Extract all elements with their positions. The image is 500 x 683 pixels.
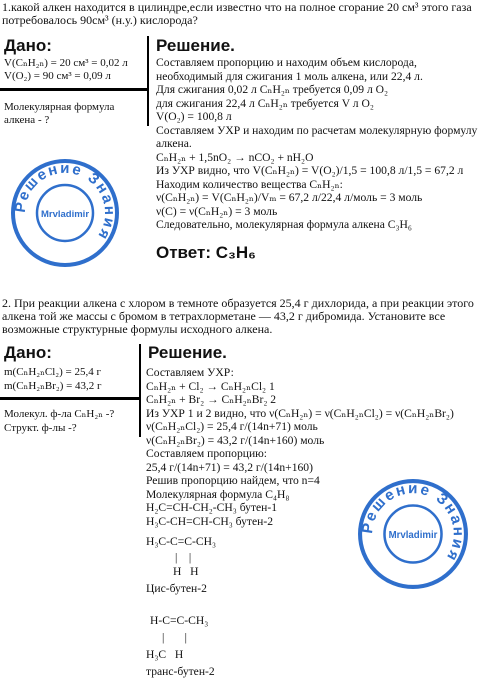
task2-solution-line: Составляем пропорцию: <box>146 447 268 460</box>
trans-structure-bonds: | | <box>162 631 187 644</box>
task2-solution-line: Из УХР 1 и 2 видно, что ν(CₙH₂ₙ) = ν(CₙH₂ₙCl₂) = ν(CₙH₂ₙBr₂) <box>146 406 454 420</box>
task1-solution-line: Для сжигания 0,02 л CₙH₂ₙ требуется 0,09 л O₂ <box>156 83 389 96</box>
stamp-ring-text: Решение Знания <box>11 159 119 244</box>
task1-solution-line: для сжигания 22,4 л CₙH₂ₙ требуется V л O₂ <box>156 96 374 110</box>
task2-solution-line: H₂C=CH-CH₂-CH₃ бутен-1 <box>146 501 278 514</box>
task2-find-line-2: Структ. ф-лы -? <box>4 422 77 434</box>
task2-solution-line: Решив пропорцию найдем, что n=4 <box>146 474 320 487</box>
stamp-center-text: Mrvladimir <box>40 209 90 220</box>
task2-solution-line: 25,4 г/(14n+71) = 43,2 г/(14n+160) <box>146 460 313 474</box>
cis-structure-name: Цис-бутен-2 <box>146 582 207 595</box>
task1-solution-line: Следовательно, молекулярная формула алкена C₃H₆ <box>156 218 412 231</box>
stamp-2 <box>357 478 469 590</box>
cis-structure-top: H₃C-C=C-CH₃ <box>146 535 217 548</box>
task2-solution-title: Решение. <box>148 343 227 362</box>
task2-given-line-2: m(CₙH₂ₙBr₂) = 43,2 г <box>4 380 102 392</box>
trans-structure-hydrogens: H₃C H <box>146 648 184 661</box>
trans-structure-top: H-C=C-CH₃ <box>150 614 209 627</box>
task2-solution-line: Молекулярная формула C₄H₈ <box>146 487 290 501</box>
task2-find-line-1: Молекул. ф-ла CₙH₂ₙ -? <box>4 408 115 420</box>
given-vertical-rule-2 <box>139 344 141 437</box>
task1-answer: Ответ: C₃H₆ <box>156 243 256 262</box>
cis-structure-bonds: | | <box>175 551 192 564</box>
task2-question: 2. При реакции алкена с хлором в темноте образуется 25,4 г дихлорида, а при реакции этого алкена той же массы с бромом в тетрахлорметане — 43,2 г дибромида. Установите все возможные структурные формулы исходного алкена. <box>2 296 474 336</box>
stamp-1 <box>10 158 120 268</box>
task1-solution-line: Составляем пропорцию и находим объем кислорода, <box>156 56 417 69</box>
task1-given-line-1: V(CₙH₂ₙ) = 20 см³ = 0,02 л <box>4 57 128 69</box>
task2-solution-line: H₃C-CH=CH-CH₃ бутен-2 <box>146 514 273 528</box>
stamp-ring-text: Решение Знания <box>358 480 467 566</box>
task1-solution-line: Находим количество вещества CₙH₂ₙ: <box>156 177 343 191</box>
task1-solution-title: Решение. <box>156 36 235 55</box>
task1-solution-line: алкена. <box>156 137 192 150</box>
stamp-center-text: Mrvladimir <box>388 530 438 542</box>
task1-solution-line: Из УХР видно, что V(CₙH₂ₙ) = V(O₂)/1,5 = 100,8 л/1,5 = 67,2 л <box>156 164 464 177</box>
task1-question: 1.какой алкен находится в цилиндре,если известно что на полное сгорание 20 см³ этого газа потребовалось 90см³ (н.у.) кислорода? <box>2 0 472 27</box>
cis-structure-hydrogens: H H <box>173 565 199 578</box>
task2-solution-line: ν(CₙH₂ₙBr₂) = 43,2 г/(14n+160) моль <box>146 433 325 447</box>
task1-solution <box>156 56 477 232</box>
task1-solution-line: ν(C) = ν(CₙH₂ₙ) = 3 моль <box>156 204 278 218</box>
task1-solution-line: Составляем УХР и находим по расчетам молекулярную формулу <box>156 123 478 137</box>
given-divider-2 <box>0 397 140 400</box>
task1-given-line-2: V(O₂) = 90 см³ = 0,09 л <box>4 70 111 82</box>
task1-find: Молекулярная формула алкена - ? <box>4 101 115 126</box>
task2-solution-line: CₙH₂ₙ + Cl₂ → CₙH₂ₙCl₂ 1 <box>146 379 275 393</box>
task1-solution-line: CₙH₂ₙ + 1,5nO₂ → nCO₂ + nH₂O <box>156 150 314 164</box>
task1-solution-line: необходимый для сжигания 1 моль алкена, или 22,4 л. <box>156 69 423 83</box>
trans-structure-name: транс-бутен-2 <box>146 665 215 678</box>
task1-solution-line: V(O₂) = 100,8 л <box>156 110 232 123</box>
given-divider-1 <box>0 88 148 91</box>
task2-given-title: Дано: <box>4 343 52 362</box>
task2-solution-line: ν(CₙH₂ₙCl₂) = 25,4 г/(14n+71) моль <box>146 420 318 433</box>
task1-solution-line: ν(CₙH₂ₙ) = V(CₙH₂ₙ)/Vₘ = 67,2 л/22,4 л/моль = 3 моль <box>156 191 423 204</box>
given-vertical-rule-1 <box>147 36 149 126</box>
task2-solution-line: CₙH₂ₙ + Br₂ → CₙH₂ₙBr₂ 2 <box>146 393 277 406</box>
task2-solution-line: Составляем УХР: <box>146 366 234 379</box>
task2-given-line-1: m(CₙH₂ₙCl₂) = 25,4 г <box>4 366 101 378</box>
task1-given-title: Дано: <box>4 36 52 55</box>
